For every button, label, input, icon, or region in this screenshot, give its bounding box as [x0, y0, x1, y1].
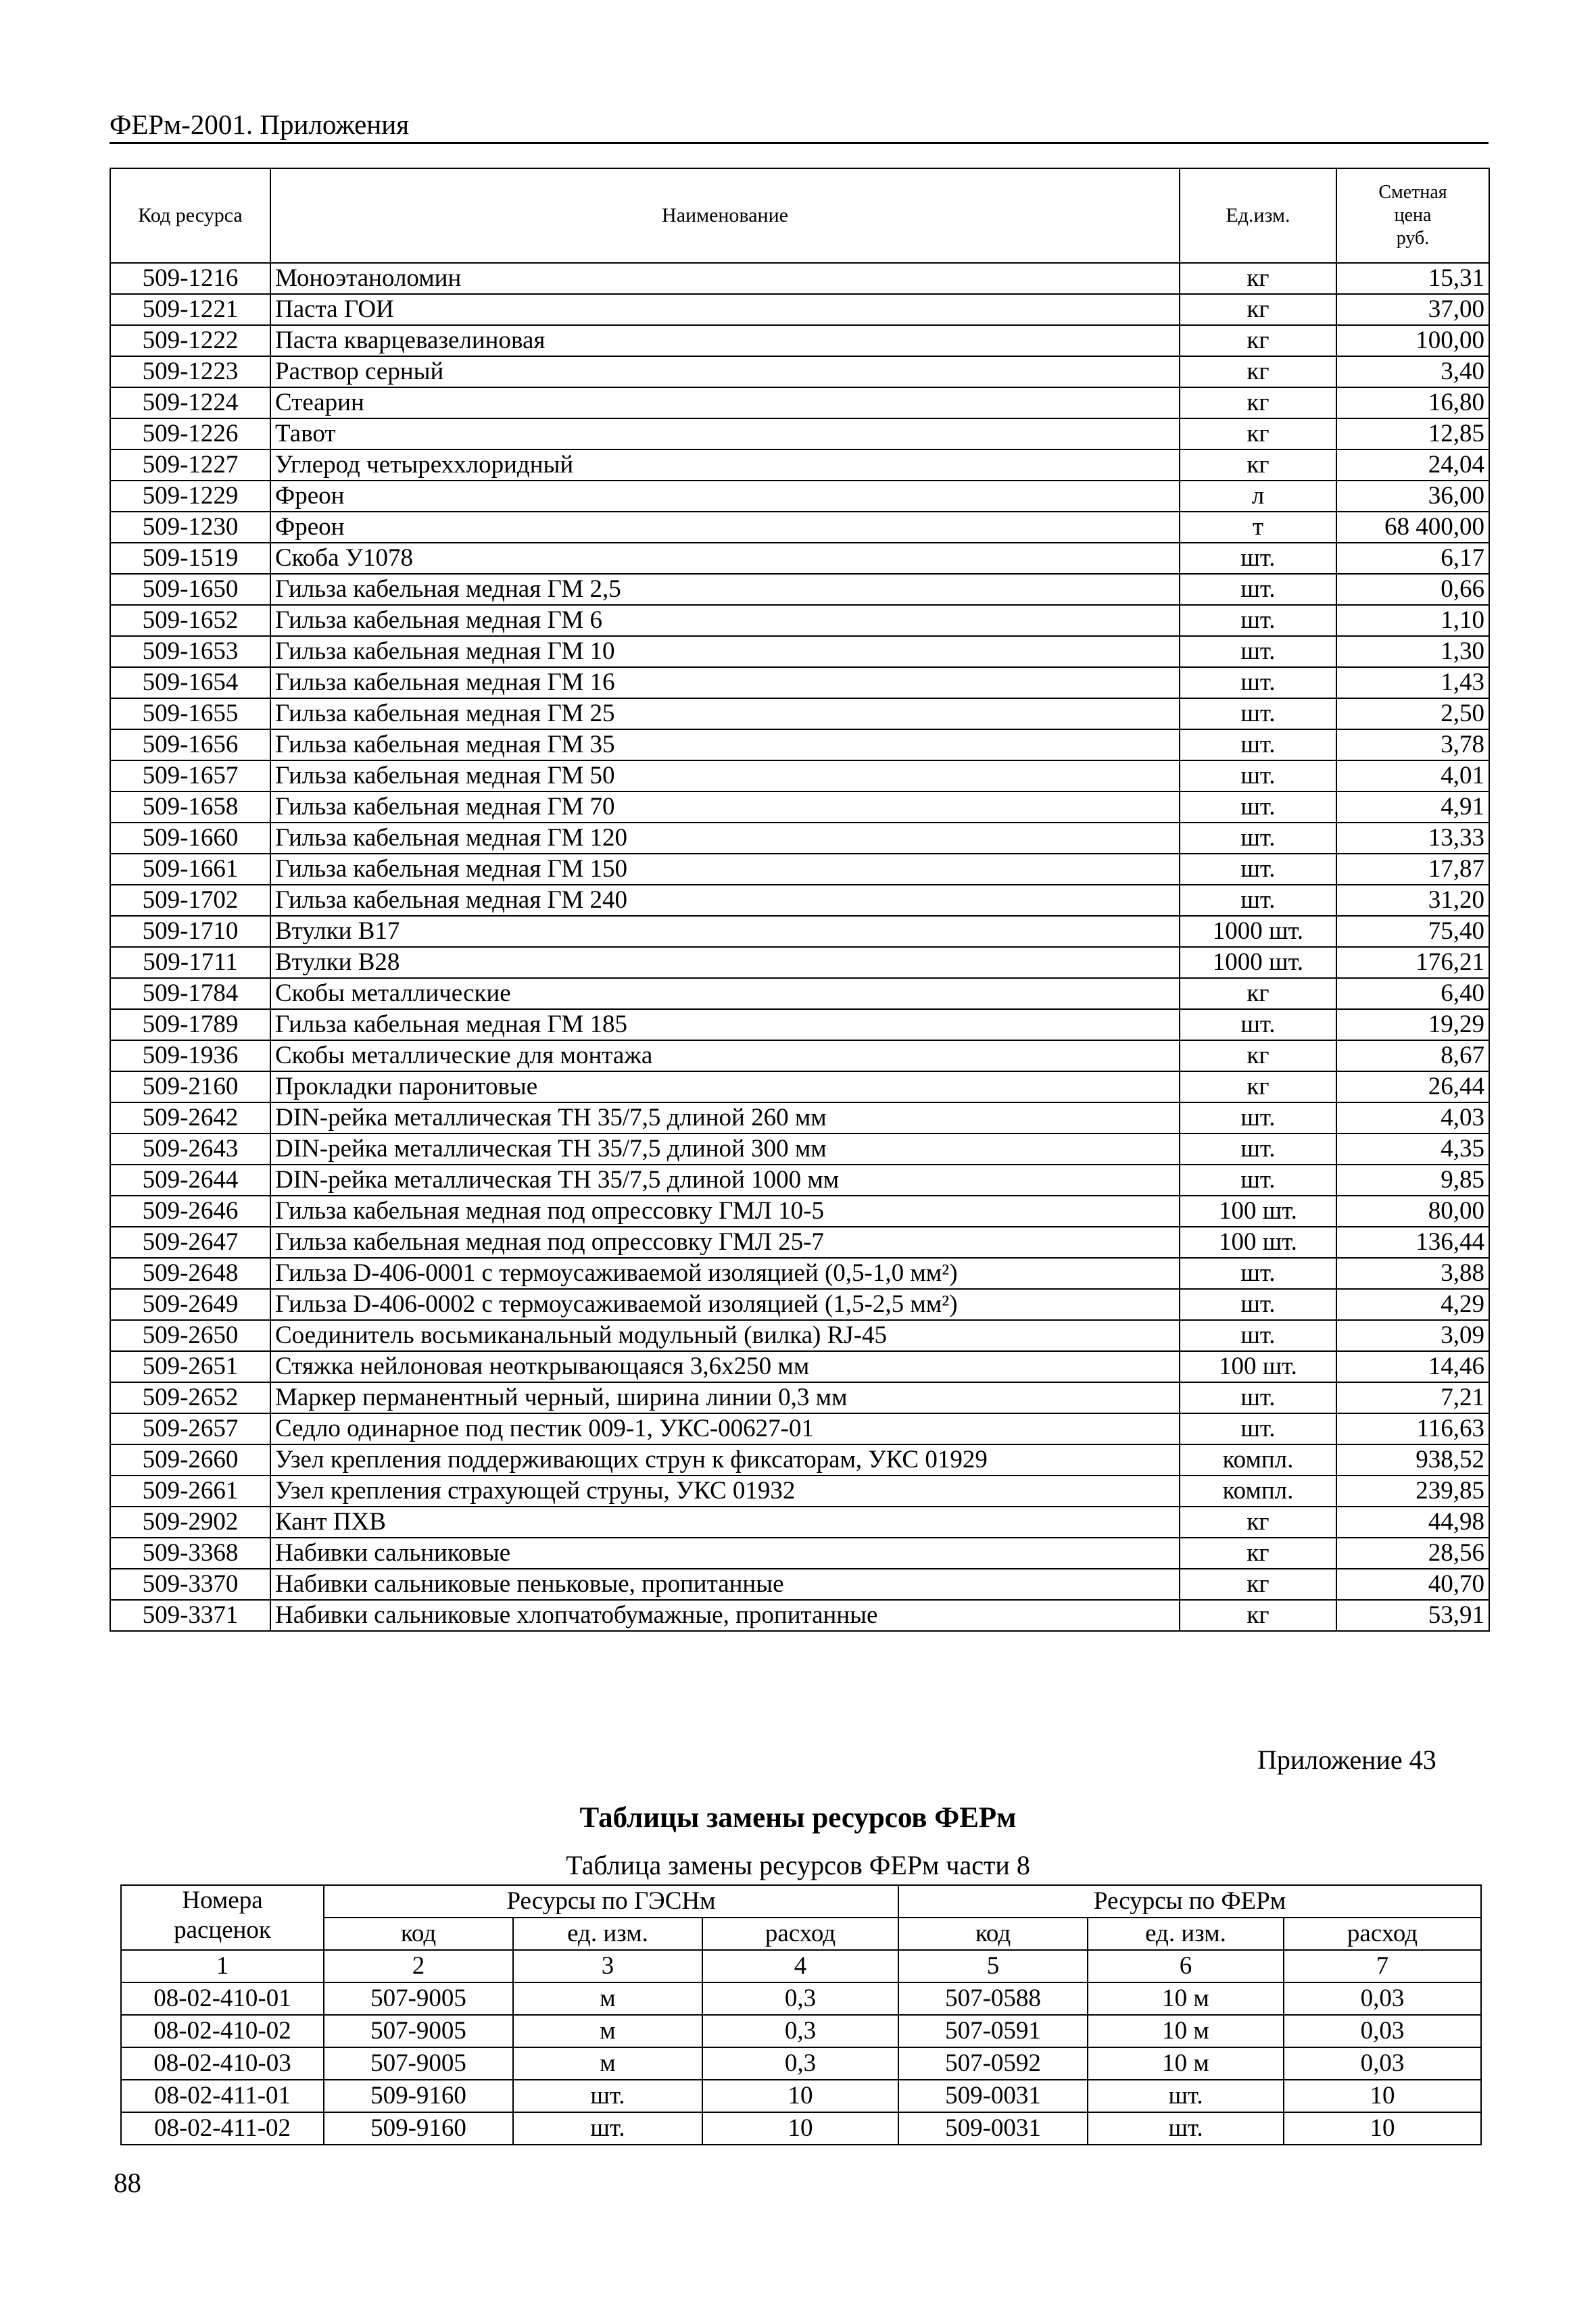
column-header-price-line: цена: [1394, 205, 1432, 226]
resource-code-cell: 509-2649: [110, 1289, 270, 1320]
resource-code-cell: 509-2642: [110, 1102, 270, 1134]
table-row: [110, 1040, 1489, 1071]
resource-name-cell: Гильза кабельная медная ГМ 50: [270, 760, 1180, 791]
column-number: 4: [702, 1950, 898, 1982]
resource-price-cell: 116,63: [1336, 1413, 1489, 1444]
resource-table-body: [110, 263, 1489, 1631]
resource-code-cell: 509-1221: [110, 294, 270, 325]
resource-code-cell: 509-2651: [110, 1351, 270, 1382]
column-header-gesn-unit: ед. изм.: [513, 1918, 702, 1950]
resource-price-cell: 8,67: [1336, 1040, 1489, 1071]
table-row: [121, 2047, 1481, 2080]
resource-unit-cell: л: [1180, 481, 1336, 512]
resource-price-cell: 6,17: [1336, 543, 1489, 574]
resource-name-cell: Гильза кабельная медная ГМ 185: [270, 1009, 1180, 1040]
resource-price-cell: 239,85: [1336, 1476, 1489, 1507]
table-row: [110, 1289, 1489, 1320]
resource-price-cell: 19,29: [1336, 1009, 1489, 1040]
replacement-rate-cell: 08-02-410-03: [121, 2047, 324, 2080]
replacement-gesn-cons-cell: 0,3: [702, 2047, 898, 2080]
resource-unit-cell: 1000 шт.: [1180, 947, 1336, 978]
resource-name-cell: Узел крепления поддерживающих струн к фиксаторам, УКС 01929: [270, 1444, 1180, 1476]
column-header-rate-numbers-line: Номера: [182, 1886, 263, 1914]
resource-name-cell: Гильза D-406-0001 с термоусаживаемой изоляцией (0,5-1,0 мм²): [270, 1258, 1180, 1289]
table-row: [110, 1413, 1489, 1444]
resource-unit-cell: кг: [1180, 1071, 1336, 1102]
resource-unit-cell: кг: [1180, 449, 1336, 481]
replacement-ferm-unit-cell: 10 м: [1088, 1982, 1284, 2015]
resource-name-cell: Набивки сальниковые хлопчатобумажные, пропитанные: [270, 1600, 1180, 1631]
resource-price-cell: 28,56: [1336, 1538, 1489, 1569]
resource-unit-cell: шт.: [1180, 636, 1336, 667]
resource-name-cell: Гильза кабельная медная ГМ 2,5: [270, 574, 1180, 605]
table-row: [110, 294, 1489, 325]
replacement-ferm-cons-cell: 0,03: [1284, 1982, 1481, 2015]
resource-name-cell: DIN-рейка металлическая ТН 35/7,5 длиной 1000 мм: [270, 1165, 1180, 1196]
resource-name-cell: Втулки В28: [270, 947, 1180, 978]
replacement-rate-cell: 08-02-411-01: [121, 2080, 324, 2112]
resource-code-cell: 509-2902: [110, 1507, 270, 1538]
resource-code-cell: 509-1658: [110, 791, 270, 823]
resource-price-cell: 14,46: [1336, 1351, 1489, 1382]
replacement-ferm-unit-cell: 10 м: [1088, 2047, 1284, 2080]
table-row: [121, 2015, 1481, 2047]
resource-name-cell: Гильза кабельная медная ГМ 150: [270, 854, 1180, 885]
resource-unit-cell: шт.: [1180, 1134, 1336, 1165]
resource-price-table: [110, 168, 1490, 1632]
resource-unit-cell: шт.: [1180, 543, 1336, 574]
resource-code-cell: 509-3368: [110, 1538, 270, 1569]
resource-code-cell: 509-1653: [110, 636, 270, 667]
resource-name-cell: Втулки В17: [270, 916, 1180, 947]
replacement-header-row-2: [121, 1918, 1481, 1950]
table-row: [110, 512, 1489, 543]
column-header-ferm-unit: ед. изм.: [1088, 1918, 1284, 1950]
resource-price-cell: 6,40: [1336, 978, 1489, 1009]
replacement-column-numbers-row: [121, 1950, 1481, 1982]
table-row: [110, 978, 1489, 1009]
column-header-gesn-code: код: [324, 1918, 513, 1950]
table-row: [110, 885, 1489, 916]
resource-code-cell: 509-1656: [110, 729, 270, 760]
resource-price-cell: 4,01: [1336, 760, 1489, 791]
replacement-ferm-code-cell: 507-0591: [898, 2015, 1088, 2047]
replacement-gesn-code-cell: 507-9005: [324, 2015, 513, 2047]
resource-name-cell: Скобы металлические для монтажа: [270, 1040, 1180, 1071]
resource-code-cell: 509-3370: [110, 1569, 270, 1600]
resource-unit-cell: шт.: [1180, 1289, 1336, 1320]
resource-name-cell: Гильза кабельная медная ГМ 25: [270, 698, 1180, 729]
table-row: [110, 1258, 1489, 1289]
table-row: [110, 1600, 1489, 1631]
resource-code-cell: 509-1652: [110, 605, 270, 636]
table-row: [121, 2112, 1481, 2145]
resource-price-cell: 136,44: [1336, 1227, 1489, 1258]
column-header-rate-numbers: [121, 1885, 324, 1950]
resource-name-cell: Гильза кабельная медная ГМ 240: [270, 885, 1180, 916]
resource-price-cell: 37,00: [1336, 294, 1489, 325]
resource-name-cell: Набивки сальниковые пеньковые, пропитанные: [270, 1569, 1180, 1600]
resource-name-cell: Гильза кабельная медная ГМ 70: [270, 791, 1180, 823]
table-row: [110, 636, 1489, 667]
resource-name-cell: DIN-рейка металлическая ТН 35/7,5 длиной 300 мм: [270, 1134, 1180, 1165]
resource-name-cell: Углерод четыреххлоридный: [270, 449, 1180, 481]
resource-name-cell: Раствор серный: [270, 356, 1180, 387]
column-header-price: [1336, 168, 1489, 263]
table-row: [110, 1071, 1489, 1102]
table-row: [110, 387, 1489, 418]
resource-unit-cell: шт.: [1180, 667, 1336, 698]
resource-name-cell: Стеарин: [270, 387, 1180, 418]
resource-name-cell: Паста ГОИ: [270, 294, 1180, 325]
resource-code-cell: 509-1216: [110, 263, 270, 294]
replacement-rate-cell: 08-02-410-02: [121, 2015, 324, 2047]
resource-unit-cell: кг: [1180, 356, 1336, 387]
resource-price-cell: 15,31: [1336, 263, 1489, 294]
resource-price-cell: 4,91: [1336, 791, 1489, 823]
resource-table-header-row: [110, 168, 1489, 263]
table-row: [110, 1102, 1489, 1134]
resource-name-cell: Тавот: [270, 418, 1180, 449]
resource-code-cell: 509-1660: [110, 823, 270, 854]
resource-unit-cell: кг: [1180, 418, 1336, 449]
resource-code-cell: 509-2661: [110, 1476, 270, 1507]
resource-unit-cell: т: [1180, 512, 1336, 543]
resource-unit-cell: шт.: [1180, 729, 1336, 760]
resource-code-cell: 509-2647: [110, 1227, 270, 1258]
replacement-gesn-code-cell: 507-9005: [324, 2047, 513, 2080]
resource-unit-cell: шт.: [1180, 823, 1336, 854]
resource-code-cell: 509-1223: [110, 356, 270, 387]
table-row: [110, 1227, 1489, 1258]
replacement-gesn-cons-cell: 10: [702, 2112, 898, 2145]
table-row: [110, 605, 1489, 636]
resource-code-cell: 509-1654: [110, 667, 270, 698]
resource-unit-cell: шт.: [1180, 1320, 1336, 1351]
replacement-ferm-cons-cell: 0,03: [1284, 2047, 1481, 2080]
section-title: Таблицы замены ресурсов ФЕРм: [579, 1802, 1017, 1834]
column-header-code: Код ресурса: [110, 168, 270, 263]
column-header-unit: Ед.изм.: [1180, 168, 1336, 263]
table-row: [110, 1009, 1489, 1040]
column-header-gesn-consumption: расход: [702, 1918, 898, 1950]
resource-name-cell: DIN-рейка металлическая ТН 35/7,5 длиной 260 мм: [270, 1102, 1180, 1134]
resource-unit-cell: шт.: [1180, 885, 1336, 916]
resource-code-cell: 509-2650: [110, 1320, 270, 1351]
resource-price-cell: 4,03: [1336, 1102, 1489, 1134]
resource-code-cell: 509-2657: [110, 1413, 270, 1444]
replacement-gesn-code-cell: 507-9005: [324, 1982, 513, 2015]
resource-name-cell: Моноэтаноломин: [270, 263, 1180, 294]
resource-price-cell: 3,40: [1336, 356, 1489, 387]
table-row: [110, 854, 1489, 885]
replacement-ferm-cons-cell: 10: [1284, 2112, 1481, 2145]
resource-unit-cell: кг: [1180, 1600, 1336, 1631]
resource-price-cell: 40,70: [1336, 1569, 1489, 1600]
column-number: 2: [324, 1950, 513, 1982]
resource-unit-cell: шт.: [1180, 1413, 1336, 1444]
resource-unit-cell: шт.: [1180, 1165, 1336, 1196]
resource-code-cell: 509-3371: [110, 1600, 270, 1631]
resource-price-cell: 0,66: [1336, 574, 1489, 605]
resource-code-cell: 509-1227: [110, 449, 270, 481]
resource-price-cell: 176,21: [1336, 947, 1489, 978]
table-row: [110, 729, 1489, 760]
replacement-rate-cell: 08-02-411-02: [121, 2112, 324, 2145]
resource-unit-cell: кг: [1180, 294, 1336, 325]
appendix-label: Приложение 43: [1257, 1745, 1436, 1775]
table-row: [110, 1476, 1489, 1507]
resource-name-cell: Седло одинарное под пестик 009-1, УКС-00627-01: [270, 1413, 1180, 1444]
table-row: [121, 1982, 1481, 2015]
resource-unit-cell: шт.: [1180, 605, 1336, 636]
replacement-gesn-unit-cell: м: [513, 1982, 702, 2015]
table-row: [110, 1382, 1489, 1413]
page-header: ФЕРм-2001. Приложения: [110, 108, 1489, 144]
table-row: [110, 1351, 1489, 1382]
resource-price-cell: 3,09: [1336, 1320, 1489, 1351]
resource-unit-cell: кг: [1180, 263, 1336, 294]
resource-price-cell: 36,00: [1336, 481, 1489, 512]
resource-price-cell: 13,33: [1336, 823, 1489, 854]
resource-price-cell: 4,29: [1336, 1289, 1489, 1320]
table-row: [110, 823, 1489, 854]
resource-name-cell: Гильза D-406-0002 с термоусаживаемой изоляцией (1,5-2,5 мм²): [270, 1289, 1180, 1320]
resource-name-cell: Прокладки паронитовые: [270, 1071, 1180, 1102]
replacement-gesn-unit-cell: шт.: [513, 2112, 702, 2145]
replacement-gesn-unit-cell: м: [513, 2015, 702, 2047]
resource-unit-cell: шт.: [1180, 791, 1336, 823]
table-row: [110, 791, 1489, 823]
resource-unit-cell: шт.: [1180, 698, 1336, 729]
resource-code-cell: 509-1230: [110, 512, 270, 543]
resource-price-cell: 31,20: [1336, 885, 1489, 916]
resource-code-cell: 509-1519: [110, 543, 270, 574]
resource-name-cell: Скобы металлические: [270, 978, 1180, 1009]
table-row: [110, 1134, 1489, 1165]
resource-unit-cell: кг: [1180, 1507, 1336, 1538]
resource-name-cell: Гильза кабельная медная ГМ 120: [270, 823, 1180, 854]
table-row: [110, 667, 1489, 698]
table-row: [110, 1320, 1489, 1351]
replacement-gesn-code-cell: 509-9160: [324, 2080, 513, 2112]
table-row: [110, 760, 1489, 791]
resource-code-cell: 509-2643: [110, 1134, 270, 1165]
resource-unit-cell: кг: [1180, 978, 1336, 1009]
resource-price-cell: 1,30: [1336, 636, 1489, 667]
resource-unit-cell: компл.: [1180, 1476, 1336, 1507]
table-row: [110, 698, 1489, 729]
table-row: [110, 449, 1489, 481]
resource-unit-cell: кг: [1180, 1538, 1336, 1569]
replacement-ferm-unit-cell: шт.: [1088, 2080, 1284, 2112]
replacement-ferm-code-cell: 509-0031: [898, 2080, 1088, 2112]
replacement-ferm-cons-cell: 10: [1284, 2080, 1481, 2112]
resource-code-cell: 509-2648: [110, 1258, 270, 1289]
resource-code-cell: 509-1657: [110, 760, 270, 791]
resource-code-cell: 509-1702: [110, 885, 270, 916]
column-header-gesn-resources: Ресурсы по ГЭСНм: [324, 1885, 898, 1918]
column-number: 1: [121, 1950, 324, 1982]
table-row: [110, 574, 1489, 605]
column-number: 7: [1284, 1950, 1481, 1982]
resource-unit-cell: шт.: [1180, 1102, 1336, 1134]
replacement-gesn-cons-cell: 0,3: [702, 1982, 898, 2015]
resource-code-cell: 509-1789: [110, 1009, 270, 1040]
resource-price-cell: 17,87: [1336, 854, 1489, 885]
resource-price-cell: 3,88: [1336, 1258, 1489, 1289]
replacement-rate-cell: 08-02-410-01: [121, 1982, 324, 2015]
column-header-rate-numbers-line: расценок: [174, 1916, 271, 1944]
resource-code-cell: 509-1661: [110, 854, 270, 885]
replacement-ferm-code-cell: 507-0592: [898, 2047, 1088, 2080]
resource-code-cell: 509-1224: [110, 387, 270, 418]
resource-price-cell: 1,10: [1336, 605, 1489, 636]
replacement-gesn-unit-cell: м: [513, 2047, 702, 2080]
resource-name-cell: Гильза кабельная медная под опрессовку ГМЛ 25-7: [270, 1227, 1180, 1258]
resource-price-cell: 68 400,00: [1336, 512, 1489, 543]
table-row: [110, 543, 1489, 574]
subtable-title: Таблица замены ресурсов ФЕРм части 8: [566, 1850, 1030, 1880]
resource-unit-cell: шт.: [1180, 1382, 1336, 1413]
table-row: [110, 1538, 1489, 1569]
resource-price-cell: 44,98: [1336, 1507, 1489, 1538]
table-row: [110, 1507, 1489, 1538]
table-row: [110, 263, 1489, 294]
replacement-table: [120, 1884, 1482, 2145]
resource-name-cell: Гильза кабельная медная ГМ 10: [270, 636, 1180, 667]
resource-unit-cell: 100 шт.: [1180, 1351, 1336, 1382]
resource-unit-cell: компл.: [1180, 1444, 1336, 1476]
resource-unit-cell: кг: [1180, 387, 1336, 418]
replacement-gesn-unit-cell: шт.: [513, 2080, 702, 2112]
resource-price-cell: 3,78: [1336, 729, 1489, 760]
resource-code-cell: 509-1226: [110, 418, 270, 449]
resource-code-cell: 509-1655: [110, 698, 270, 729]
resource-code-cell: 509-2652: [110, 1382, 270, 1413]
resource-price-cell: 12,85: [1336, 418, 1489, 449]
resource-name-cell: Соединитель восьмиканальный модульный (вилка) RJ-45: [270, 1320, 1180, 1351]
resource-price-cell: 53,91: [1336, 1600, 1489, 1631]
column-header-ferm-code: код: [898, 1918, 1088, 1950]
resource-name-cell: Гильза кабельная медная под опрессовку ГМЛ 10-5: [270, 1196, 1180, 1227]
resource-code-cell: 509-2646: [110, 1196, 270, 1227]
resource-code-cell: 509-2660: [110, 1444, 270, 1476]
table-row: [110, 1196, 1489, 1227]
replacement-ferm-cons-cell: 0,03: [1284, 2015, 1481, 2047]
resource-name-cell: Паста кварцевазелиновая: [270, 325, 1180, 356]
column-number: 6: [1088, 1950, 1284, 1982]
replacement-header-row-1: [121, 1885, 1481, 1918]
resource-price-cell: 4,35: [1336, 1134, 1489, 1165]
resource-price-cell: 26,44: [1336, 1071, 1489, 1102]
resource-price-cell: 2,50: [1336, 698, 1489, 729]
resource-unit-cell: шт.: [1180, 760, 1336, 791]
resource-unit-cell: шт.: [1180, 854, 1336, 885]
resource-name-cell: Фреон: [270, 481, 1180, 512]
column-header-price-line: Сметная: [1378, 182, 1447, 203]
resource-unit-cell: шт.: [1180, 574, 1336, 605]
resource-unit-cell: кг: [1180, 325, 1336, 356]
resource-code-cell: 509-1650: [110, 574, 270, 605]
resource-name-cell: Гильза кабельная медная ГМ 16: [270, 667, 1180, 698]
resource-code-cell: 509-1229: [110, 481, 270, 512]
resource-code-cell: 509-1784: [110, 978, 270, 1009]
replacement-gesn-code-cell: 509-9160: [324, 2112, 513, 2145]
resource-unit-cell: кг: [1180, 1569, 1336, 1600]
column-header-price-line: руб.: [1396, 228, 1430, 249]
resource-price-cell: 80,00: [1336, 1196, 1489, 1227]
resource-price-cell: 9,85: [1336, 1165, 1489, 1196]
resource-code-cell: 509-2644: [110, 1165, 270, 1196]
table-row: [110, 947, 1489, 978]
resource-name-cell: Гильза кабельная медная ГМ 6: [270, 605, 1180, 636]
column-header-ferm-resources: Ресурсы по ФЕРм: [898, 1885, 1481, 1918]
resource-price-cell: 7,21: [1336, 1382, 1489, 1413]
resource-name-cell: Фреон: [270, 512, 1180, 543]
resource-price-cell: 100,00: [1336, 325, 1489, 356]
replacement-table-body: [121, 1982, 1481, 2145]
resource-code-cell: 509-1936: [110, 1040, 270, 1071]
replacement-gesn-cons-cell: 10: [702, 2080, 898, 2112]
resource-name-cell: Скоба У1078: [270, 543, 1180, 574]
resource-code-cell: 509-1711: [110, 947, 270, 978]
resource-name-cell: Гильза кабельная медная ГМ 35: [270, 729, 1180, 760]
table-row: [110, 481, 1489, 512]
table-row: [110, 1444, 1489, 1476]
table-row: [110, 418, 1489, 449]
resource-name-cell: Узел крепления страхующей струны, УКС 01932: [270, 1476, 1180, 1507]
resource-name-cell: Кант ПХВ: [270, 1507, 1180, 1538]
resource-unit-cell: шт.: [1180, 1009, 1336, 1040]
replacement-ferm-code-cell: 509-0031: [898, 2112, 1088, 2145]
table-row: [110, 916, 1489, 947]
resource-unit-cell: 100 шт.: [1180, 1227, 1336, 1258]
resource-unit-cell: кг: [1180, 1040, 1336, 1071]
column-header-ferm-consumption: расход: [1284, 1918, 1481, 1950]
column-number: 3: [513, 1950, 702, 1982]
page-number: 88: [114, 2167, 141, 2198]
resource-price-cell: 16,80: [1336, 387, 1489, 418]
table-row: [110, 356, 1489, 387]
resource-name-cell: Набивки сальниковые: [270, 1538, 1180, 1569]
resource-name-cell: Стяжка нейлоновая неоткрывающаяся 3,6х250 мм: [270, 1351, 1180, 1382]
table-row: [110, 1165, 1489, 1196]
table-row: [110, 325, 1489, 356]
replacement-ferm-unit-cell: 10 м: [1088, 2015, 1284, 2047]
resource-name-cell: Маркер перманентный черный, ширина линии 0,3 мм: [270, 1382, 1180, 1413]
replacement-ferm-code-cell: 507-0588: [898, 1982, 1088, 2015]
column-number: 5: [898, 1950, 1088, 1982]
resource-code-cell: 509-1710: [110, 916, 270, 947]
resource-price-cell: 938,52: [1336, 1444, 1489, 1476]
resource-price-cell: 1,43: [1336, 667, 1489, 698]
replacement-ferm-unit-cell: шт.: [1088, 2112, 1284, 2145]
table-row: [110, 1569, 1489, 1600]
replacement-gesn-cons-cell: 0,3: [702, 2015, 898, 2047]
column-header-name: Наименование: [270, 168, 1180, 263]
resource-unit-cell: 1000 шт.: [1180, 916, 1336, 947]
resource-unit-cell: шт.: [1180, 1258, 1336, 1289]
resource-code-cell: 509-1222: [110, 325, 270, 356]
resource-code-cell: 509-2160: [110, 1071, 270, 1102]
resource-unit-cell: 100 шт.: [1180, 1196, 1336, 1227]
resource-price-cell: 75,40: [1336, 916, 1489, 947]
resource-price-cell: 24,04: [1336, 449, 1489, 481]
table-row: [121, 2080, 1481, 2112]
